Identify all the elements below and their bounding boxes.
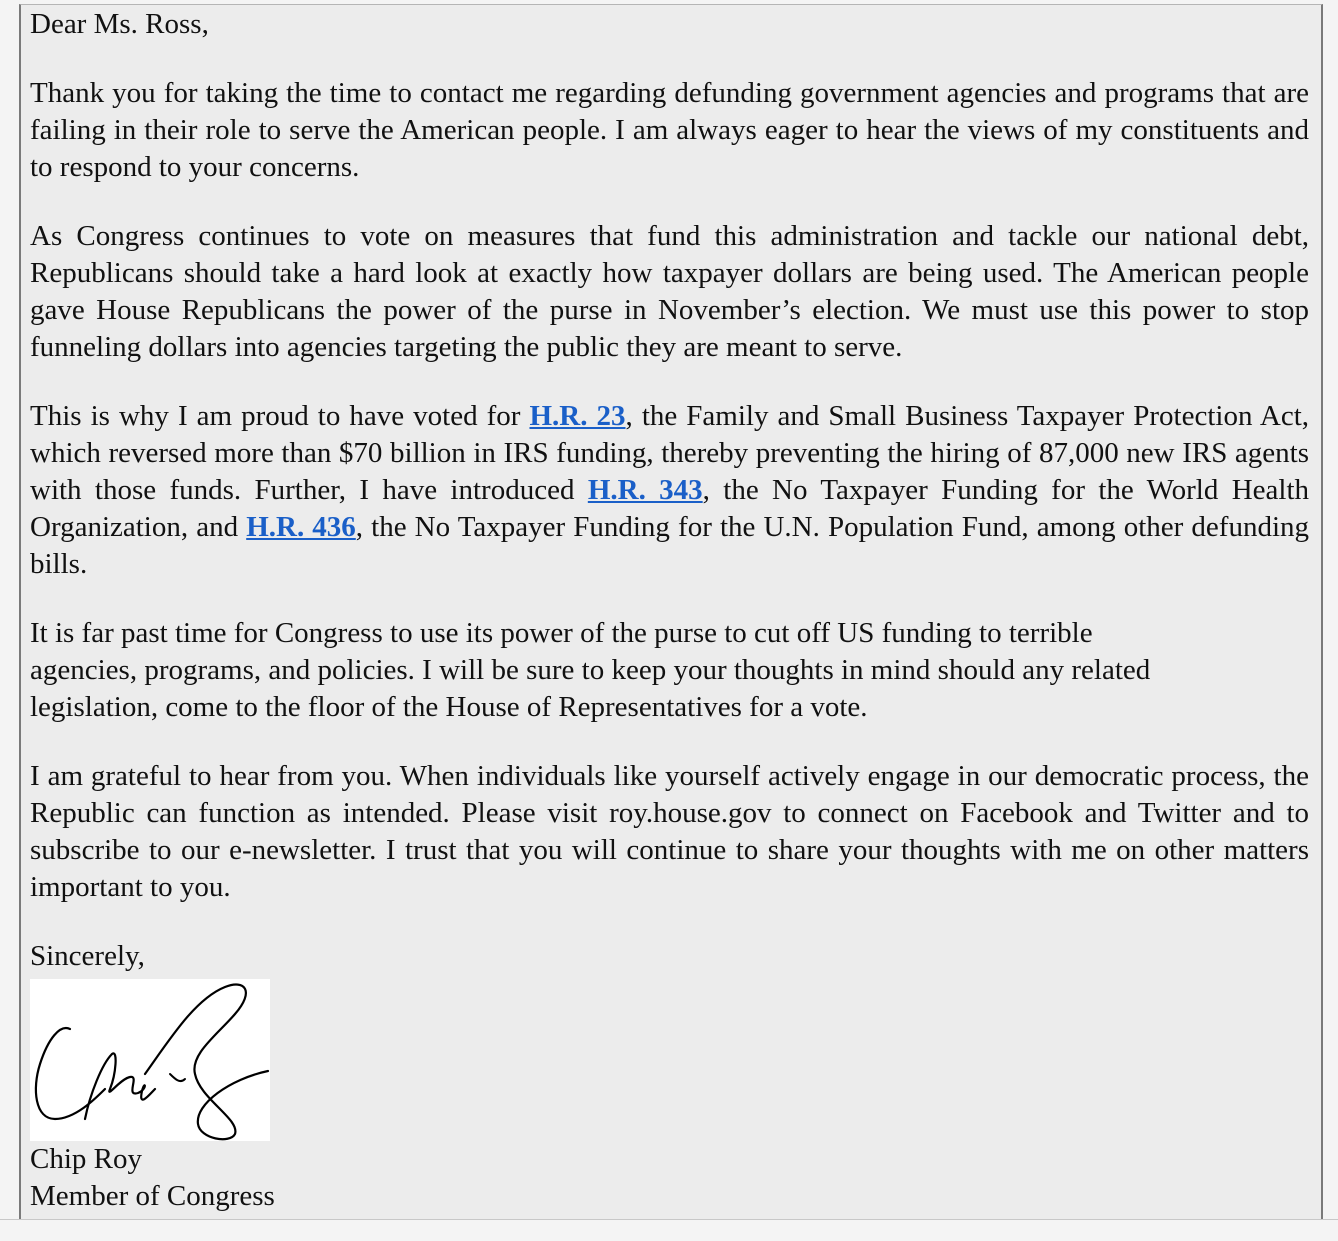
signature-icon [30,979,270,1141]
paragraph-4-line-3: legislation, come to the floor of the House of Representatives for a vote. [30,691,868,723]
paragraph-4 [30,615,1309,726]
paragraph-3-text-4: , the No Taxpayer Funding for the U.N. Population Fund, among other defunding bills. [30,511,1310,580]
paragraph-3 [30,398,1309,583]
paragraph-3-text-1: This is why I am proud to have voted for [30,400,530,432]
paragraph-4-line-1: It is far past time for Congress to use its power of the purse to cut off US funding to terrible [30,617,1093,649]
bottom-strip [0,1219,1338,1241]
signature-image [30,979,270,1141]
letter-frame [19,4,1323,1219]
paragraph-3-text-2: , the Family and Small Business Taxpayer Protection Act, which reversed more than $70 billion in IRS funding, thereby preventing the hiring of 87,000 new IRS agents with those funds. Further, I have introduced [30,400,1309,506]
signer-title: Member of Congress [30,1180,275,1212]
closing: Sincerely, [30,940,145,972]
paragraph-5: I am grateful to hear from you. When individuals like yourself actively engage in our democratic process, the Republic can function as intended. Please visit roy.house.gov to connect on Facebook and Twitter and to subscribe to our e-newsletter. I trust that you will continue to share your thoughts with me on other matters important to you. [30,760,1309,903]
signer-name: Chip Roy [30,1143,142,1175]
hr-436-link[interactable]: H.R. 436 [246,511,356,543]
hr-343-link[interactable]: H.R. 343 [587,474,703,506]
letter-body [30,5,1309,1215]
greeting: Dear Ms. Ross, [30,8,209,40]
paragraph-2: As Congress continues to vote on measures that fund this administration and tackle our national debt, Republicans should take a hard look at exactly how taxpayer dollars are being used. The American people gave House Republicans the power of the purse in November’s election. We must use this power to stop funneling dollars into agencies targeting the public they are meant to serve. [30,220,1309,363]
paragraph-4-line-2: agencies, programs, and policies. I will be sure to keep your thoughts in mind should any related [30,654,1151,686]
paragraph-3-text-3: , the No Taxpayer Funding for the World Health Organization, and [30,474,1310,543]
hr-23-link[interactable]: H.R. 23 [529,400,626,432]
paragraph-1: Thank you for taking the time to contact me regarding defunding government agencies and programs that are failing in their role to serve the American people. I am always eager to hear the views of my constituents and to respond to your concerns. [30,77,1309,183]
